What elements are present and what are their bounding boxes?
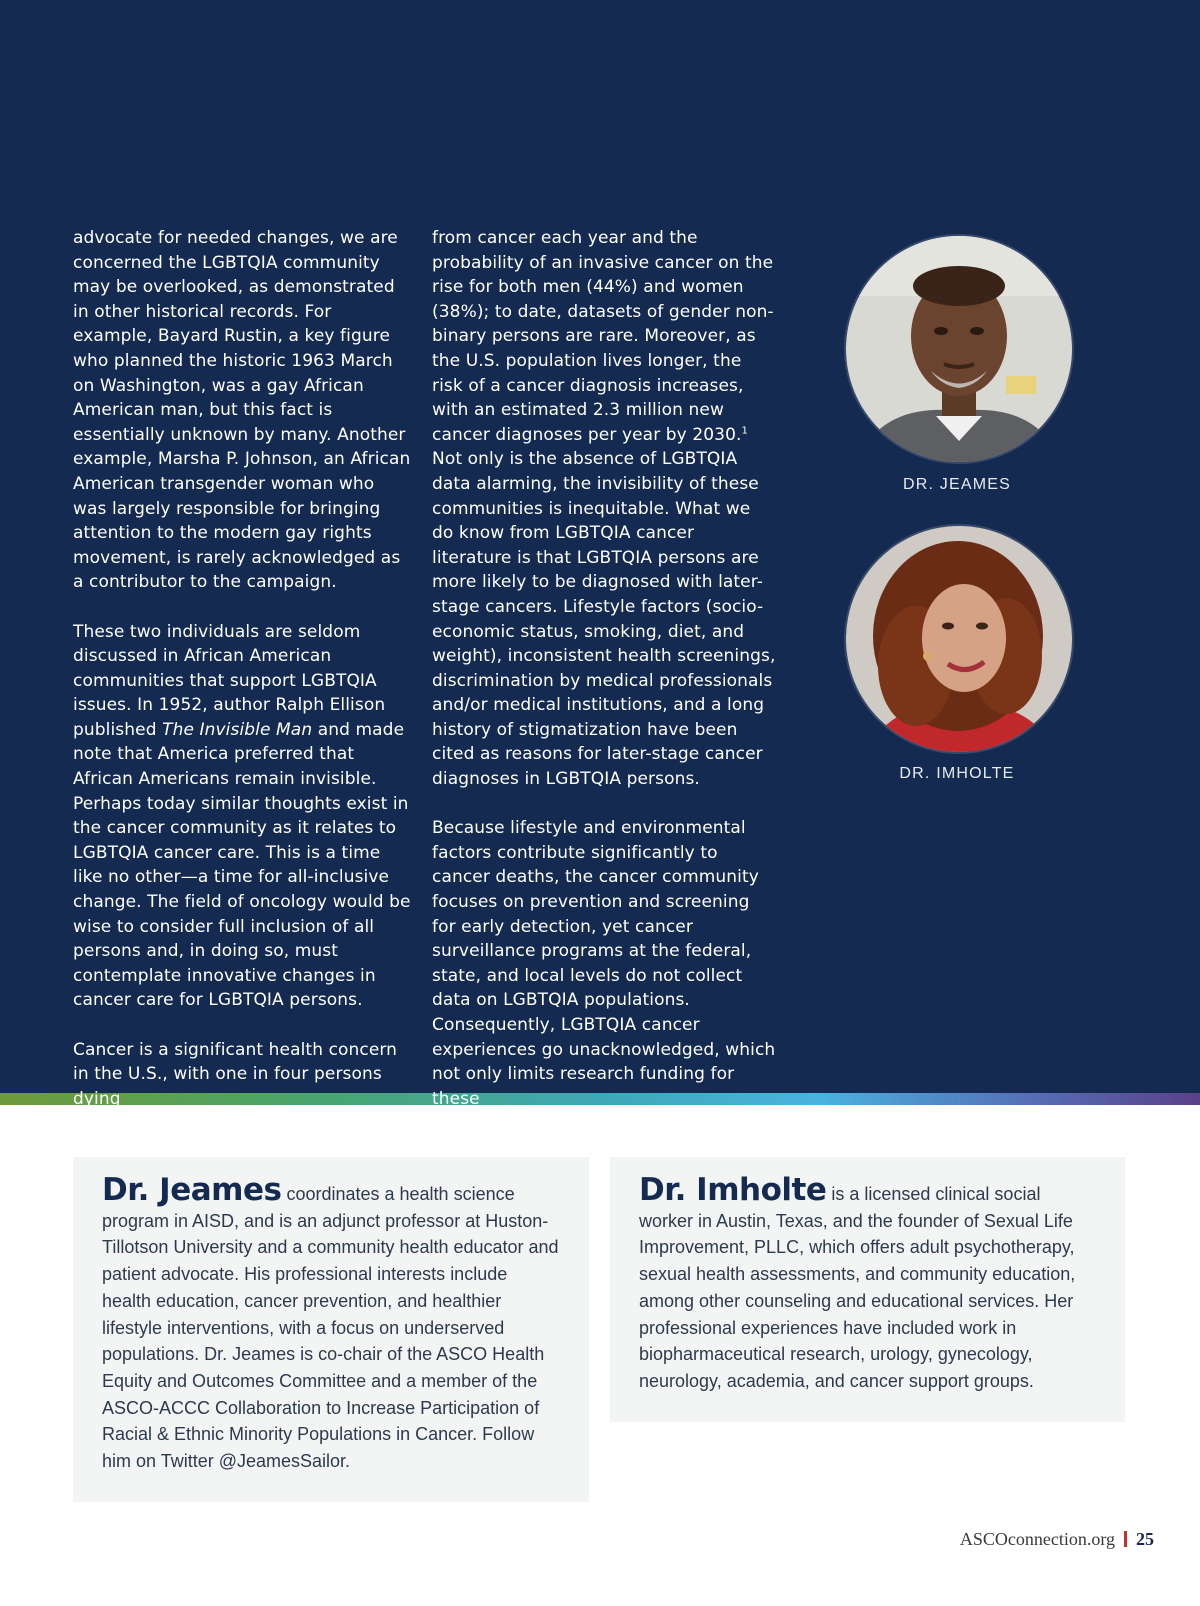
article-paragraph: Cancer is a significant health concern in the U.S., with one in four persons dying xyxy=(73,1039,398,1109)
bio-box-dr-jeames xyxy=(73,1157,589,1502)
bio-name: Dr. Imholte xyxy=(639,1172,827,1208)
bio-text: coordinates a health science program in AISD, and is an adjunct professor at Huston-Tillotson University and a community health educator and patient advocate. His professional interests include health education, cancer prevention, and healthier lifestyle interventions, with a focus on underserved populations. Dr. Jeames is co-chair of the ASCO Health Equity and Outcomes Committee and a member of the ASCO-ACCC Collaboration to Increase Participation of Racial & Ethnic Minority Populations in Cancer. Follow him on Twitter @JeamesSailor. xyxy=(102,1184,559,1472)
paragraph-text: These two individuals are seldom discussed in African American communities that support LGBTQIA issues. In 1952, author Ralph Ellison published xyxy=(73,621,386,740)
portrait-dr-jeames xyxy=(844,234,1074,464)
page-footer xyxy=(960,1529,1154,1550)
bio-name: Dr. Jeames xyxy=(102,1172,282,1208)
portrait-caption: DR. IMHOLTE xyxy=(899,765,1015,782)
footnote-ref[interactable]: 1 xyxy=(741,425,748,437)
page-number: 25 xyxy=(1136,1529,1154,1549)
article-paragraph: Because lifestyle and environmental factors contribute significantly to cancer deaths, the cancer community focuses on prevention and screening for early detection, yet cancer surveillance programs at the federal, state, and local levels do not collect data on LGBTQIA populations. Consequently, LGBTQIA cancer experiences go unacknowledged, which not only limits research funding for these xyxy=(432,818,776,1109)
bio-box-dr-imholte xyxy=(610,1157,1125,1422)
portrait-caption: DR. JEAMES xyxy=(902,476,1011,493)
article-paragraph: advocate for needed changes, we are concerned the LGBTQIA community may be overlooked, as demonstrated in other historical records. For example, Bayard Rustin, a key figure who planned the historic 1963 March on Washington, was a gay African American man, but this fact is essentially unknown by many. Another example, Marsha P. Johnson, an African American transgender woman who was largely responsible for bringing attention to the modern gay rights movement, is rarely acknowledged as a contributor to the campaign. xyxy=(73,228,411,593)
paragraph-text: from cancer each year and the probability of an invasive cancer on the rise for both men (44%) and women (38%); to date, datasets of gender non-binary persons are rare. Moreover, as the U.S. population lives longer, the risk of a cancer diagnosis increases, with an estimated 2.3 million new cancer diagnoses per year by 2030. xyxy=(432,228,774,445)
book-title: The Invisible Man xyxy=(162,719,313,740)
portrait-illustration xyxy=(846,526,1072,752)
portrait-illustration xyxy=(846,236,1072,462)
footer-separator xyxy=(1124,1531,1127,1547)
paragraph-text: Not only is the absence of LGBTQIA data alarming, the invisibility of these communities is inequitable. What we do know from LGBTQIA cancer literature is that LGBTQIA persons are more likely to be diagnosed with later-stage cancers. Lifestyle factors (socio-economic status, smoking, diet, and weight), inconsistent health screenings, discrimination by medical professionals and/or medical institutions, and a long history of stigmatization have been cited as reasons for later-stage cancer diagnoses in LGBTQIA persons. xyxy=(432,449,776,790)
portrait-dr-imholte xyxy=(844,524,1074,754)
footer-site-link[interactable]: ASCOconnection.org xyxy=(959,1529,1115,1549)
article-paragraph xyxy=(73,620,413,1014)
article-column-1 xyxy=(73,226,413,1111)
bio-text: is a licensed clinical social worker in Austin, Texas, and the founder of Sexual Life Improvement, PLLC, which offers adult psychotherapy, sexual health assessments, and community education, among other counseling and educational services. Her professional experiences have included work in biopharmaceutical research, urology, gynecology, neurology, academia, and cancer support groups. xyxy=(639,1184,1076,1391)
article-paragraph xyxy=(432,226,777,792)
paragraph-text: and made note that America preferred that African Americans remain invisible. Perhaps today similar thoughts exist in the cancer community as it relates to LGBTQIA cancer care. This is a time like no other—a time for all-inclusive change. The field of oncology would be wise to consider full inclusion of all persons and, in doing so, must contemplate innovative changes in cancer care for LGBTQIA persons. xyxy=(73,719,411,1011)
article-column-2 xyxy=(432,226,777,1111)
